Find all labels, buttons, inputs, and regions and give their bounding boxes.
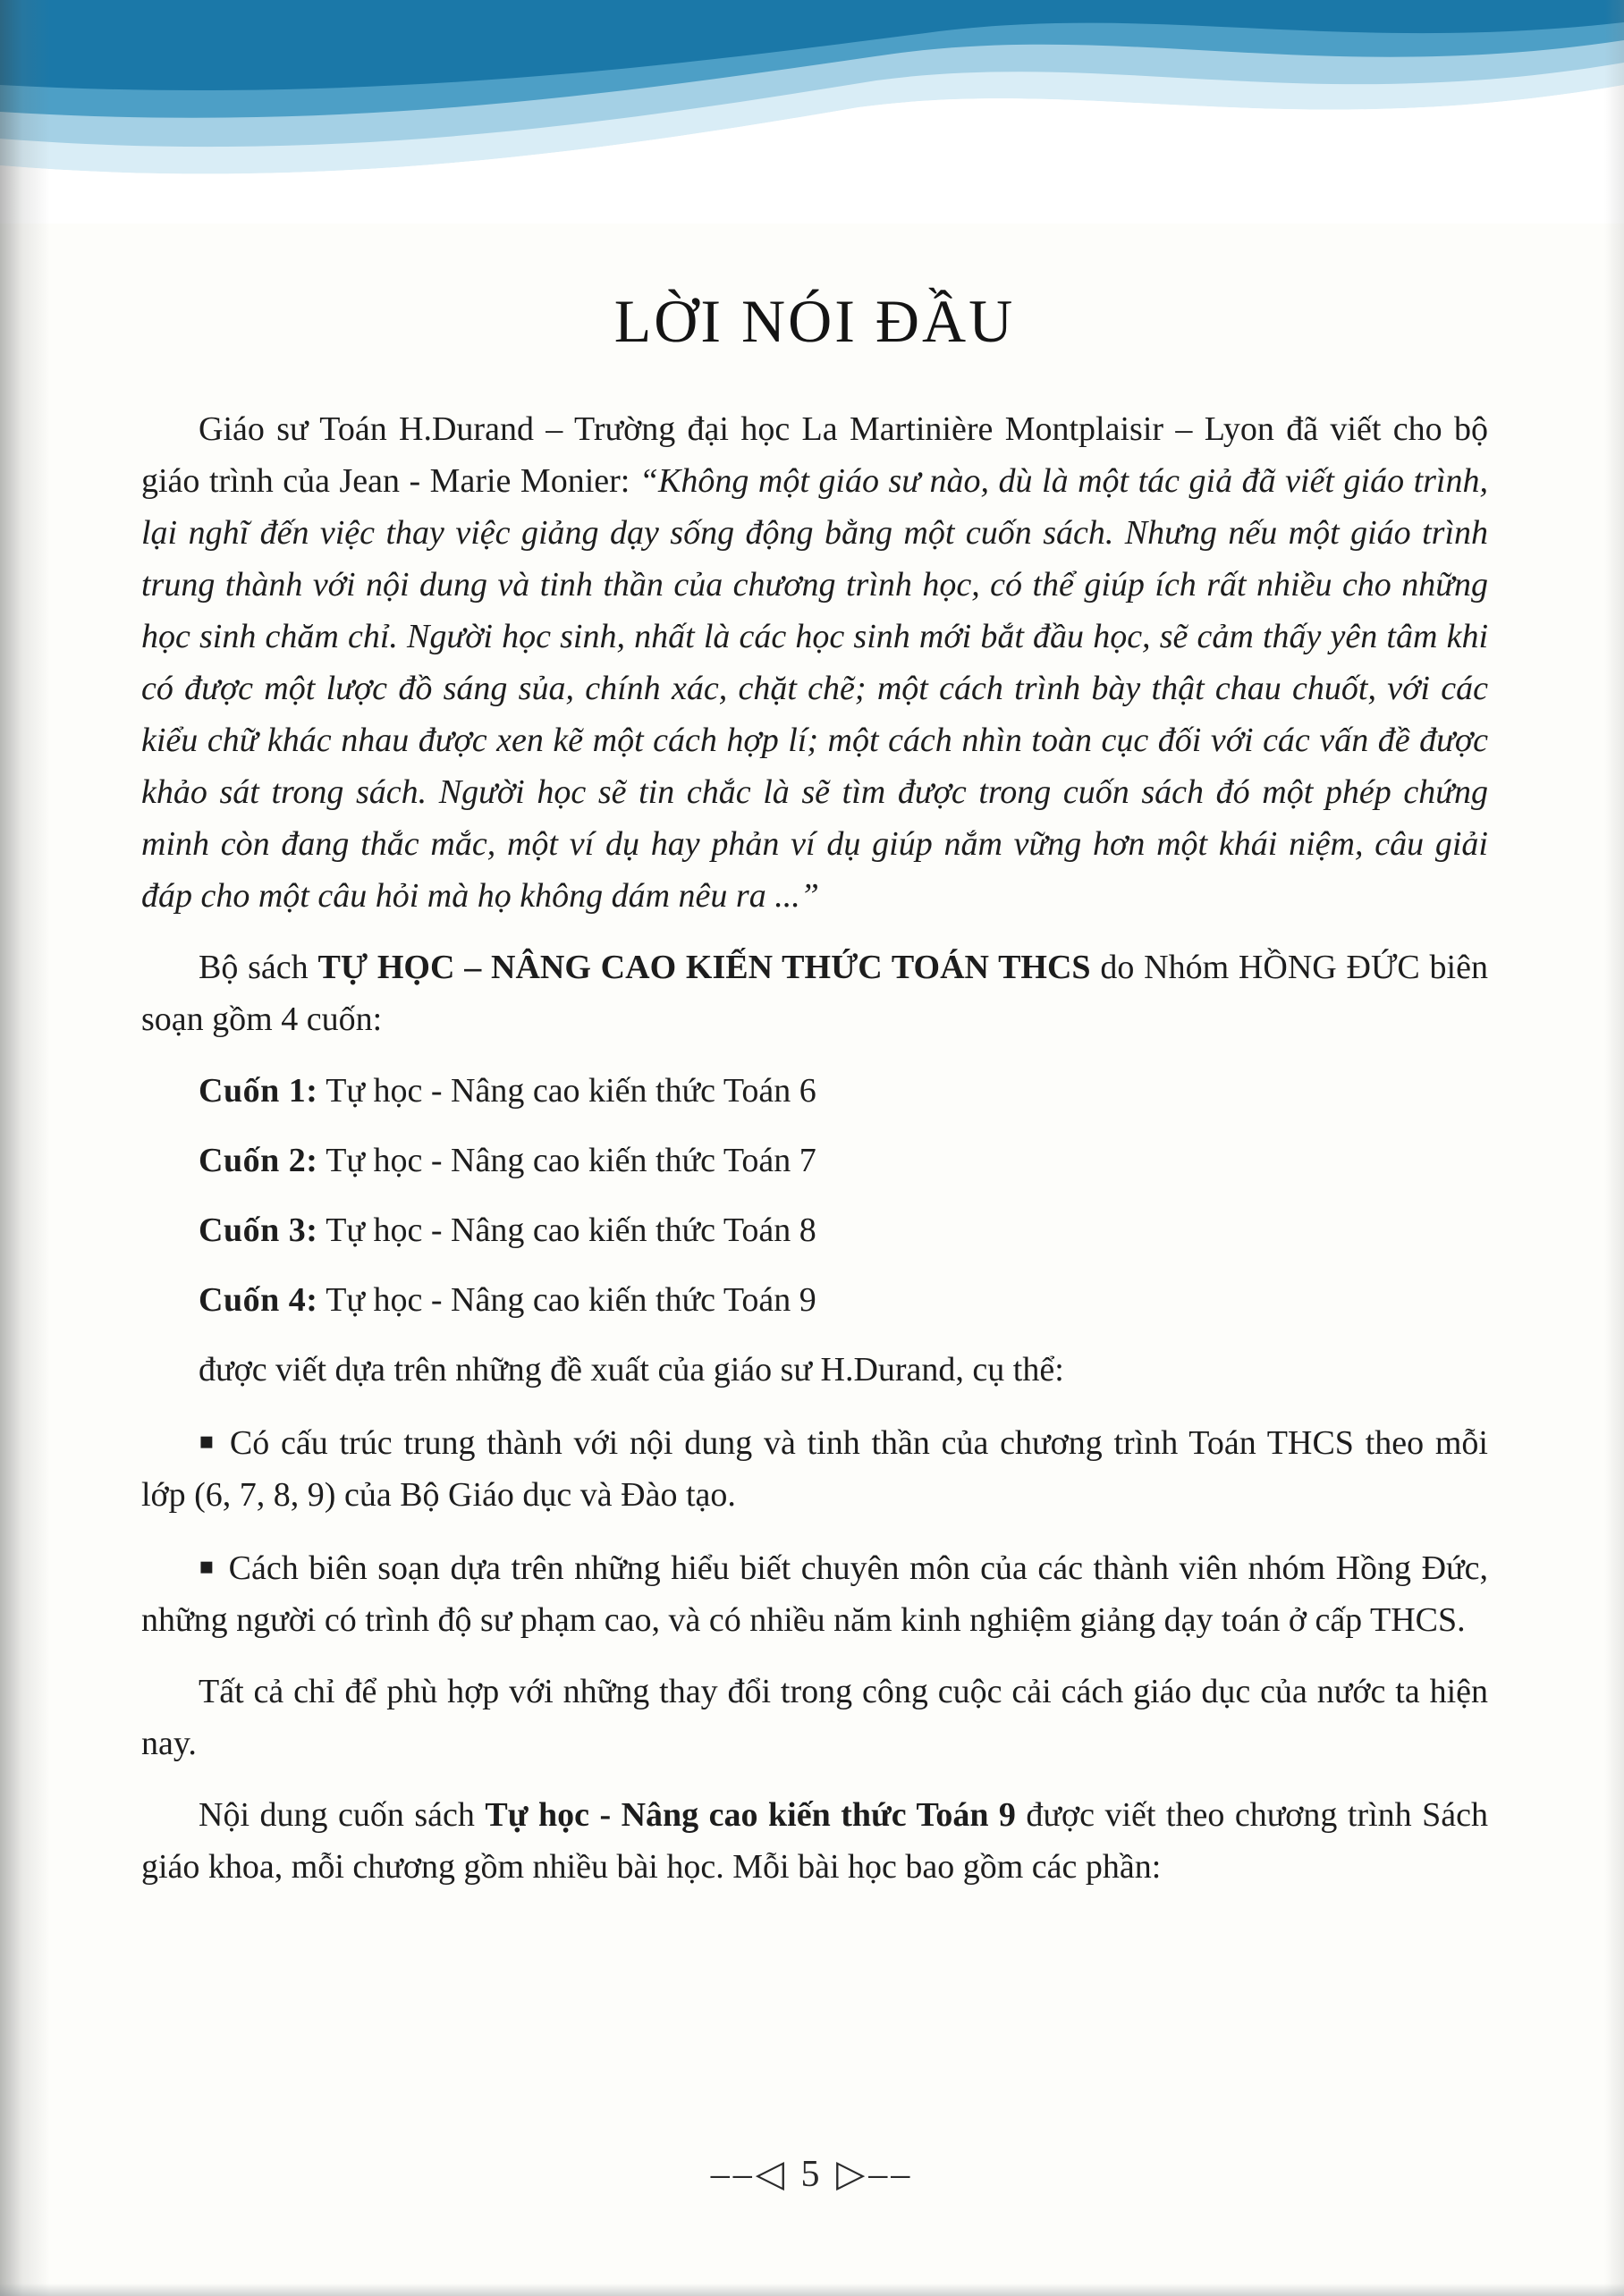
series-paragraph: [141, 941, 1488, 1045]
book-label: Cuốn 3:: [199, 1211, 318, 1249]
page-title: LỜI NÓI ĐẦU: [613, 287, 1016, 355]
bullet-item: [141, 1415, 1488, 1521]
series-post-text: do Nhóm HỒNG ĐỨC biên soạn gồm 4 cuốn:: [141, 949, 1488, 1038]
series-name-bold: TỰ HỌC – NÂNG CAO KIẾN THỨC TOÁN THCS: [317, 949, 1091, 986]
page-number-footer: ––◁ 5 ▷––: [710, 2154, 914, 2195]
book-label: Cuốn 4:: [199, 1281, 318, 1319]
final-paragraph: [141, 1789, 1488, 1893]
book-title-text: Tự học - Nâng cao kiến thức Toán 7: [317, 1142, 816, 1179]
intro-paragraph: [141, 403, 1488, 922]
final-bold-book-title: Tự học - Nâng cao kiến thức Toán 9: [485, 1796, 1016, 1834]
intro-lead-text: Giáo sư Toán H.Durand – Trường đại học La Martinière Montplaisir – Lyon đã viết cho bộ giáo trình của Jean - Marie Monier:: [141, 410, 1488, 500]
bullet-text: Có cấu trúc trung thành với nội dung và tinh thần của chương trình Toán THCS theo mỗi lớp (6, 7, 8, 9) của Bộ Giáo dục và Đào tạo.: [141, 1424, 1488, 1514]
series-pre-text: Bộ sách: [199, 949, 318, 986]
book-item: [199, 1135, 1488, 1186]
book-title-text: Tự học - Nâng cao kiến thức Toán 9: [317, 1281, 816, 1319]
book-item: [199, 1204, 1488, 1256]
closing-paragraph: Tất cả chỉ để phù hợp với những thay đổi trong công cuộc cải cách giáo dục của nước ta hiện nay.: [141, 1673, 1488, 1762]
bullet-item: [141, 1541, 1488, 1646]
book-label: Cuốn 2:: [199, 1142, 318, 1179]
bullet-square-icon: ▪: [199, 1553, 216, 1580]
intro-quote-text: “Không một giáo sư nào, dù là một tác giả đã viết giáo trình, lại nghĩ đến việc thay việc giảng dạy sống động bằng một cuốn sách. Nhưng nếu một giáo trình trung thành với nội dung và tinh thần của chương trình học, có thể giúp ích rất nhiều cho những học sinh chăm chỉ. Người học sinh, nhất là các học sinh mới bắt đầu học, sẽ cảm thấy yên tâm khi có được một lược đồ sáng sủa, chính xác, chặt chẽ; một cách trình bày thật chau chuốt, với các kiểu chữ khác nhau được xen kẽ một cách hợp lí; một cách nhìn toàn cục đối với các vấn đề được khảo sát trong sách. Người học sẽ tin chắc là sẽ tìm được trong cuốn sách đó một phép chứng minh còn đang thắc mắc, một ví dụ hay phản ví dụ giúp nắm vững hơn một khái niệm, câu giải đáp cho một câu hỏi mà họ không dám nêu ra ...”: [141, 462, 1488, 915]
book-list: [141, 1065, 1488, 1326]
final-post-text: được viết theo chương trình Sách giáo khoa, mỗi chương gồm nhiều bài học. Mỗi bài học bao gồm các phần:: [141, 1796, 1489, 1886]
after-books-line: được viết dựa trên những đề xuất của giáo sư H.Durand, cụ thể:: [199, 1351, 1064, 1389]
book-title-text: Tự học - Nâng cao kiến thức Toán 8: [317, 1211, 816, 1249]
final-pre-text: Nội dung cuốn sách: [199, 1796, 486, 1834]
book-item: [199, 1065, 1488, 1117]
bullet-square-icon: ▪: [199, 1428, 217, 1455]
book-item: [199, 1274, 1488, 1326]
book-title-text: Tự học - Nâng cao kiến thức Toán 6: [317, 1072, 816, 1110]
book-label: Cuốn 1:: [199, 1072, 318, 1110]
bottom-scan-shadow: [0, 2283, 1624, 2296]
bullet-text: Cách biên soạn dựa trên những hiểu biết chuyên môn của các thành viên nhóm Hồng Đức, những người có trình độ sư phạm cao, và có nhiều năm kinh nghiệm giảng dạy toán ở cấp THCS.: [141, 1549, 1488, 1639]
